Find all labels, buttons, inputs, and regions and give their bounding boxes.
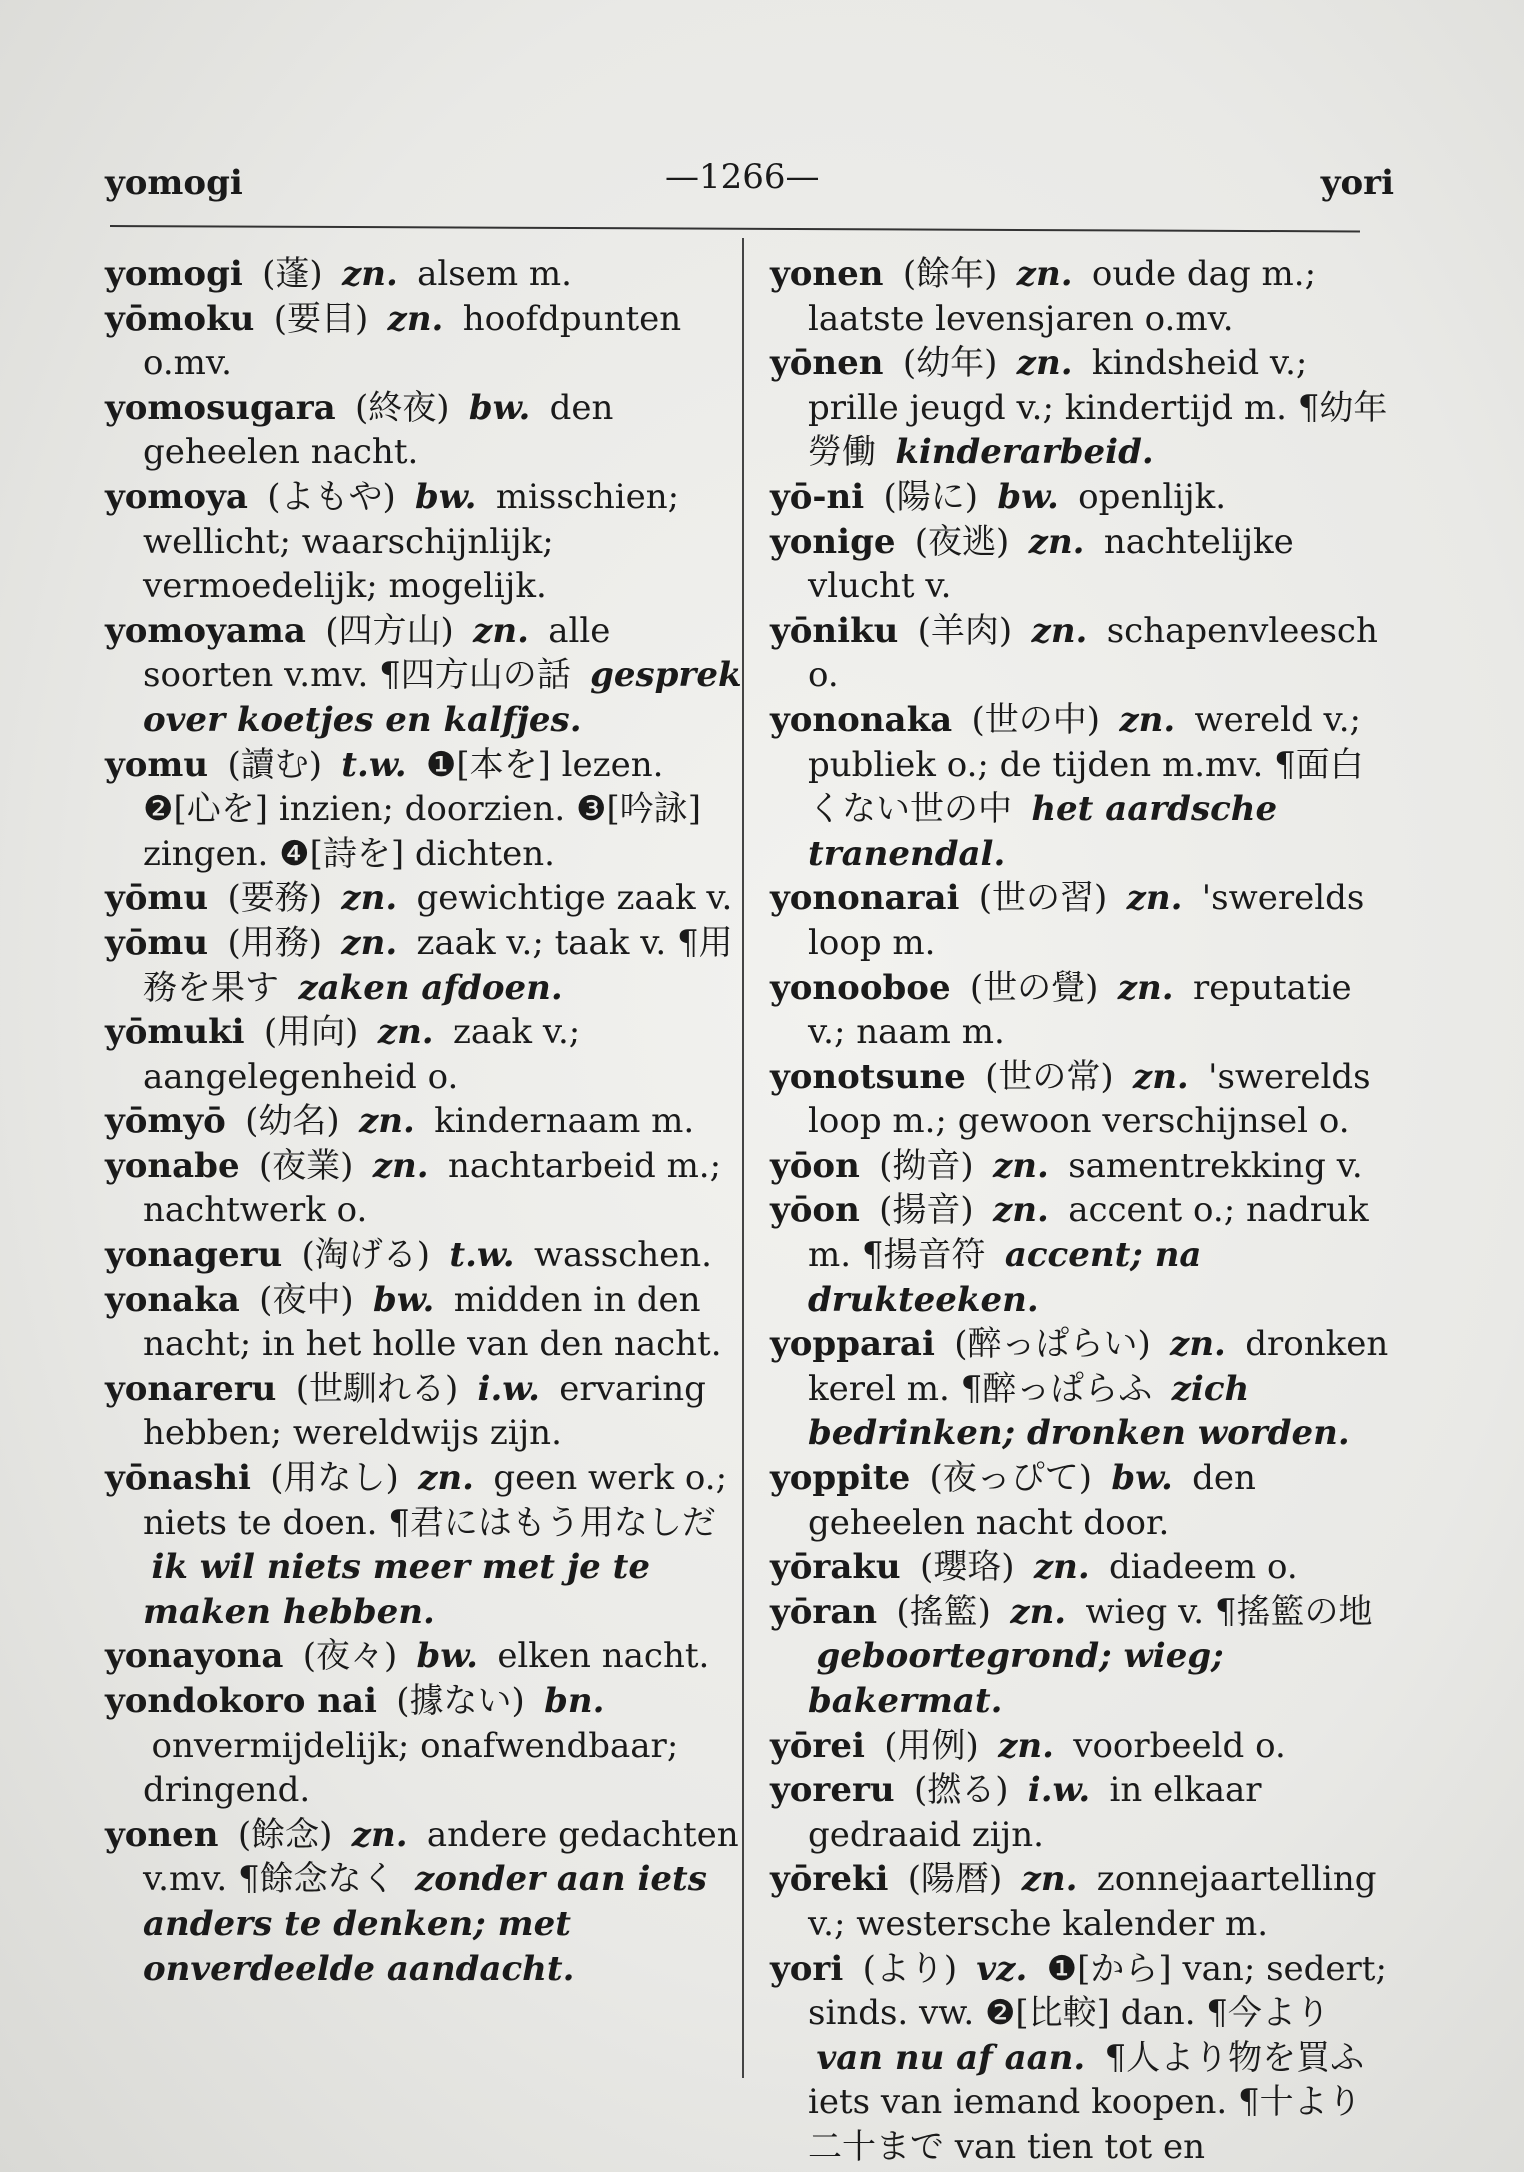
entry-kanji: (夜逃) xyxy=(914,521,1010,562)
dictionary-entry xyxy=(105,1634,745,1679)
entry-kanji: (撚る) xyxy=(913,1770,1009,1811)
entry-part-of-speech: zn. xyxy=(377,1012,434,1053)
entry-definition: alsem m. xyxy=(417,254,572,294)
entry-definition: onvermijdelijk; onafwendbaar; dringend. xyxy=(143,1725,679,1811)
entry-headword: yomu xyxy=(105,744,209,785)
entry-part-of-speech: zn. xyxy=(1016,254,1073,294)
entry-kanji: (世の習) xyxy=(978,878,1108,919)
entry-kanji: (據ない) xyxy=(396,1681,525,1721)
entry-part-of-speech: bw. xyxy=(416,1636,478,1677)
dictionary-entry xyxy=(770,966,1390,1055)
entry-headword: yoppite xyxy=(770,1458,911,1499)
entry-kanji: (用向) xyxy=(263,1012,359,1053)
dictionary-entry xyxy=(105,1456,745,1634)
dictionary-entry xyxy=(105,743,745,877)
dictionary-entry xyxy=(770,475,1390,520)
entry-part-of-speech: zn. xyxy=(341,922,398,963)
entry-kanji: (幼名) xyxy=(245,1101,340,1142)
entry-headword: yonen xyxy=(105,1814,219,1855)
entry-part-of-speech: zn. xyxy=(1119,699,1176,740)
entry-headword: yonageru xyxy=(105,1235,283,1276)
entry-definition: kindsheid v.; prille jeugd v.; kindertijd m. ¶幼年勞働 xyxy=(808,343,1388,473)
dictionary-entry xyxy=(770,1724,1390,1769)
entry-part-of-speech: bw. xyxy=(1111,1458,1173,1499)
entry-part-of-speech: zn. xyxy=(359,1101,415,1142)
entry-part-of-speech: zn. xyxy=(418,1458,474,1499)
dictionary-entry xyxy=(770,1857,1390,1946)
entry-headword: yōreki xyxy=(770,1859,889,1900)
entry-definition: gewichtige zaak v. xyxy=(416,878,733,919)
entry-definition: 'swerelds loop m.; gewoon verschijnsel o. xyxy=(808,1056,1371,1142)
entry-headword: yōniku xyxy=(770,610,899,651)
entry-kanji: (瓔珞) xyxy=(919,1547,1015,1588)
entry-definition: zaak v.; taak v. ¶用務を果す xyxy=(143,922,733,1008)
entry-headword: yomoyama xyxy=(105,610,306,651)
entry-continuation: ¶人より物を買ふ iets van iemand koopen. ¶十より二十まで van tien tot en xyxy=(808,2037,1365,2167)
dictionary-entry xyxy=(105,1144,745,1233)
entry-part-of-speech: bw. xyxy=(468,387,531,428)
entry-headword: yōon xyxy=(770,1145,860,1186)
entry-part-of-speech: zn. xyxy=(993,1190,1049,1231)
entry-part-of-speech: zn. xyxy=(998,1725,1054,1766)
entry-example-translation: het aardsche tranendal. xyxy=(808,789,1278,874)
entry-headword: yonareru xyxy=(105,1368,277,1409)
entry-kanji: (より) xyxy=(862,1948,958,1989)
entry-kanji: (用例) xyxy=(884,1725,979,1766)
entry-part-of-speech: zn. xyxy=(372,1145,429,1186)
entry-kanji: (餘年) xyxy=(902,254,998,294)
dictionary-entry xyxy=(105,386,745,475)
entry-definition: wasschen. xyxy=(533,1235,712,1276)
entry-definition: dronken kerel m. ¶醉っぱらふ xyxy=(808,1324,1389,1409)
entry-definition: voorbeeld o. xyxy=(1073,1725,1286,1766)
entry-headword: yōmuki xyxy=(105,1012,245,1053)
entry-headword: yomosugara xyxy=(105,387,336,428)
entry-headword: yōmu xyxy=(105,878,209,919)
entry-part-of-speech: zn. xyxy=(1033,1547,1090,1588)
entry-definition: zonnejaartelling v.; westersche kalender m. xyxy=(808,1859,1377,1944)
entry-kanji: (夜っぴて) xyxy=(929,1458,1093,1499)
entry-definition: den geheelen nacht. xyxy=(143,387,614,473)
entry-kanji: (用務) xyxy=(227,922,322,963)
entry-part-of-speech: zn. xyxy=(993,1145,1049,1186)
entry-definition: andere gedachten v.mv. ¶餘念なく xyxy=(143,1814,739,1900)
entry-definition: 'swerelds loop m. xyxy=(808,878,1365,963)
entry-definition: wieg v. ¶搖籃の地 xyxy=(1085,1591,1373,1632)
entry-example-translation: kinderarbeid. xyxy=(895,432,1154,473)
entry-example-translation: gesprek over koetjes en kalfjes. xyxy=(143,655,742,740)
entry-example-translation: van nu af aan. xyxy=(816,2037,1086,2078)
entry-definition: geen werk o.; niets te doen. ¶君にはもう用なしだ xyxy=(143,1458,728,1543)
dictionary-entry xyxy=(770,252,1390,341)
entry-example-translation: geboortegrond; wieg; bakermat. xyxy=(808,1636,1224,1721)
entry-headword: yonen xyxy=(770,254,884,294)
entry-part-of-speech: zn. xyxy=(1117,967,1174,1008)
entry-part-of-speech: zn. xyxy=(341,254,398,294)
entry-part-of-speech: zn. xyxy=(1170,1324,1226,1365)
dictionary-entry xyxy=(105,1679,745,1813)
entry-kanji: (要務) xyxy=(227,878,322,919)
entry-definition: kindernaam m. xyxy=(434,1101,695,1142)
dictionary-entry xyxy=(770,876,1390,965)
entry-definition: samentrekking v. xyxy=(1068,1145,1363,1186)
dictionary-entry xyxy=(105,297,745,386)
header-rule xyxy=(110,225,1360,232)
entry-kanji: (世の常) xyxy=(985,1056,1114,1097)
entry-kanji: (世の中) xyxy=(971,699,1101,740)
entry-part-of-speech: vz. xyxy=(976,1948,1028,1989)
entry-definition: alle soorten v.mv. ¶四方山の話 xyxy=(143,610,611,696)
entry-definition: misschien; wellicht; waarschijnlijk; vermoedelijk; mogelijk. xyxy=(143,476,680,607)
entry-kanji: (陽暦) xyxy=(907,1859,1003,1900)
entry-kanji: (幼年) xyxy=(902,343,998,384)
entry-part-of-speech: zn. xyxy=(1031,610,1088,651)
dictionary-entry xyxy=(105,921,745,1010)
entry-kanji: (夜業) xyxy=(258,1145,354,1186)
entry-headword: yōon xyxy=(770,1190,860,1231)
dictionary-entry xyxy=(105,1278,745,1367)
guide-word-left: yomogi xyxy=(105,163,243,203)
entry-part-of-speech: zn. xyxy=(387,298,444,339)
entry-part-of-speech: i.w. xyxy=(477,1368,540,1409)
dictionary-entry xyxy=(105,475,745,609)
entry-headword: yori xyxy=(770,1948,844,1989)
entry-definition: openlijk. xyxy=(1078,476,1227,517)
dictionary-entry xyxy=(770,1947,1390,2170)
entry-definition: ❶[本を] lezen. ❷[心を] inzien; doorzien. ❸[吟詠] zingen. ❹[詩を] dichten. xyxy=(143,744,702,874)
entry-kanji: (蓬) xyxy=(262,254,323,294)
entry-headword: yōnen xyxy=(770,343,884,384)
dictionary-entry xyxy=(770,1768,1390,1857)
dictionary-entry xyxy=(770,1322,1390,1456)
entry-headword: yonabe xyxy=(105,1145,240,1186)
entry-definition: elken nacht. xyxy=(497,1636,710,1677)
entry-headword: yononaka xyxy=(770,699,953,740)
entry-kanji: (羊肉) xyxy=(917,610,1013,651)
entry-kanji: (淘げる) xyxy=(301,1235,431,1276)
entry-example-translation: zich bedrinken; dronken worden. xyxy=(808,1368,1350,1454)
entry-headword: yonige xyxy=(770,521,896,562)
entry-headword: yononarai xyxy=(770,878,960,919)
entry-definition: schapenvleesch o. xyxy=(808,610,1378,696)
entry-headword: yōmu xyxy=(105,922,209,963)
entry-definition: accent o.; nadruk m. ¶揚音符 xyxy=(808,1190,1369,1276)
entry-example-translation: ik wil niets meer met je te maken hebben. xyxy=(143,1547,650,1632)
entry-headword: yondokoro nai xyxy=(105,1681,377,1721)
entry-headword: yōrei xyxy=(770,1725,865,1766)
page-number: —1266— xyxy=(665,157,820,197)
entry-kanji: (醉っぱらい) xyxy=(954,1324,1151,1365)
entry-headword: yonayona xyxy=(105,1636,284,1677)
entry-definition: diadeem o. xyxy=(1109,1547,1298,1588)
entry-example-translation: accent; na drukteeken. xyxy=(808,1235,1202,1320)
entry-definition: midden in den nacht; in het holle van den nacht. xyxy=(143,1279,722,1365)
dictionary-entry xyxy=(770,1055,1390,1144)
entry-kanji: (搖籃) xyxy=(896,1591,991,1632)
entry-part-of-speech: t.w. xyxy=(341,744,407,785)
entry-part-of-speech: zn. xyxy=(1132,1056,1189,1097)
entry-definition: nachtarbeid m.; nachtwerk o. xyxy=(143,1145,722,1231)
entry-part-of-speech: t.w. xyxy=(449,1235,515,1276)
entry-definition: den geheelen nacht door. xyxy=(808,1458,1256,1543)
entry-headword: yoreru xyxy=(770,1770,895,1811)
entry-kanji: (讀む) xyxy=(227,744,322,785)
entry-kanji: (餘念) xyxy=(237,1814,333,1855)
entry-definition: wereld v.; publiek o.; de tijden m.mv. ¶面白くない世の中 xyxy=(808,699,1364,830)
dictionary-entry xyxy=(770,1456,1390,1545)
entry-kanji: (拗音) xyxy=(879,1145,974,1186)
entry-definition: zaak v.; aangelegenheid o. xyxy=(143,1012,581,1097)
entry-definition: hoofdpunten o.mv. xyxy=(143,298,682,384)
entry-kanji: (揚音) xyxy=(879,1190,974,1231)
entry-definition: in elkaar gedraaid zijn. xyxy=(808,1770,1262,1855)
entry-headword: yō-ni xyxy=(770,476,865,517)
dictionary-entry xyxy=(770,609,1390,698)
entry-part-of-speech: zn. xyxy=(473,610,529,651)
entry-definition: ❶[から] van; sedert; sinds. vw. ❷[比較] dan. ¶今より xyxy=(808,1948,1387,2034)
dictionary-entry xyxy=(105,1010,745,1099)
entry-definition: oude dag m.; laatste levensjaren o.mv. xyxy=(808,254,1317,339)
entry-headword: yopparai xyxy=(770,1324,935,1365)
entry-part-of-speech: zn. xyxy=(1021,1859,1078,1900)
entry-part-of-speech: i.w. xyxy=(1027,1770,1091,1811)
entry-kanji: (四方山) xyxy=(325,610,454,651)
entry-headword: yōnashi xyxy=(105,1458,251,1499)
entry-part-of-speech: bw. xyxy=(415,476,477,517)
entry-headword: yōmyō xyxy=(105,1101,226,1142)
entry-headword: yōmoku xyxy=(105,298,255,339)
right-column xyxy=(770,252,1390,2170)
entry-headword: yomogi xyxy=(105,254,243,294)
entry-part-of-speech: zn. xyxy=(341,878,398,919)
entry-part-of-speech: bw. xyxy=(997,476,1059,517)
dictionary-entry xyxy=(770,1545,1390,1590)
entry-kanji: (用なし) xyxy=(270,1458,399,1499)
entry-definition: nachtelijke vlucht v. xyxy=(808,521,1294,607)
dictionary-entry xyxy=(770,1144,1390,1189)
dictionary-entry xyxy=(770,698,1390,876)
entry-part-of-speech: bw. xyxy=(372,1279,435,1320)
dictionary-entry xyxy=(770,1188,1390,1322)
left-column xyxy=(105,252,745,1991)
dictionary-entry xyxy=(105,1367,745,1456)
dictionary-entry xyxy=(105,609,745,743)
entry-kanji: (要目) xyxy=(273,298,369,339)
dictionary-entry xyxy=(105,1099,745,1144)
guide-word-right: yori xyxy=(1320,163,1394,203)
entry-headword: yōraku xyxy=(770,1547,901,1588)
entry-part-of-speech: zn. xyxy=(351,1814,408,1855)
entry-part-of-speech: zn. xyxy=(1028,521,1085,562)
entry-headword: yonotsune xyxy=(770,1056,966,1097)
entry-part-of-speech: zn. xyxy=(1126,878,1183,919)
dictionary-entry xyxy=(105,252,745,297)
entry-kanji: (世馴れる) xyxy=(295,1368,459,1409)
entry-kanji: (夜中) xyxy=(259,1279,354,1320)
entry-definition: reputatie v.; naam m. xyxy=(808,967,1352,1053)
dictionary-entry xyxy=(105,1233,745,1278)
entry-kanji: (世の覺) xyxy=(969,967,1099,1008)
entry-headword: yōran xyxy=(770,1591,878,1632)
entry-example-translation: zaken afdoen. xyxy=(298,967,563,1008)
entry-kanji: (陽に) xyxy=(883,476,979,517)
dictionary-entry xyxy=(770,341,1390,475)
entry-definition: ervaring hebben; wereldwijs zijn. xyxy=(143,1368,706,1454)
page-header xyxy=(105,155,1394,205)
entry-headword: yomoya xyxy=(105,476,248,517)
entry-headword: yonooboe xyxy=(770,967,951,1008)
entry-part-of-speech: bn. xyxy=(544,1681,605,1721)
entry-kanji: (夜々) xyxy=(302,1636,398,1677)
entry-kanji: (終夜) xyxy=(355,387,450,428)
entry-kanji: (よもや) xyxy=(267,476,396,517)
entry-example-translation: zonder aan iets anders te denken; met onverdeelde aandacht. xyxy=(143,1859,707,1989)
dictionary-entry xyxy=(770,520,1390,609)
dictionary-entry xyxy=(105,876,745,921)
entry-part-of-speech: zn. xyxy=(1016,343,1073,384)
entry-headword: yonaka xyxy=(105,1279,240,1320)
entry-part-of-speech: zn. xyxy=(1010,1591,1067,1632)
dictionary-entry xyxy=(105,1813,745,1991)
dictionary-entry xyxy=(770,1590,1390,1724)
